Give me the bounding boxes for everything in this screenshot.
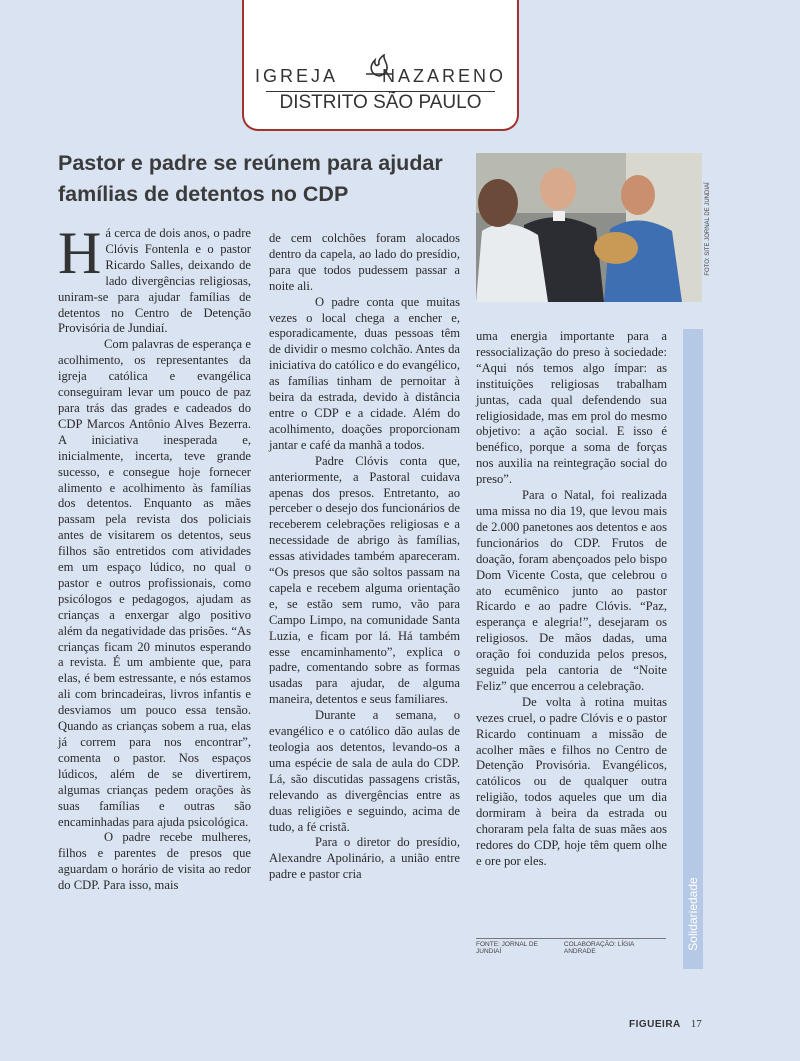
photo-credit: FOTO: SITE JORNAL DE JUNDIAÍ (705, 182, 711, 276)
brand-name (244, 66, 517, 87)
paragraph: Para o diretor do presídio, Alexandre Apolinário, a união entre padre e pastor cria (269, 835, 460, 882)
paragraph: Há cerca de dois anos, o padre Clóvis Fontenla e o pastor Ricardo Salles, deixando de lado divergências religiosas, uniram-se para ajudar famílias de detentos no Centro de Detenção Provisória de Jundiaí. (58, 220, 251, 336)
district-name: DISTRITO SÃO PAULO (279, 92, 482, 113)
article-column-1 (58, 220, 251, 894)
paragraph: de cem colchões foram alocados dentro da capela, ao lado do presídio, para que todos pudessem passar a noite ali. (269, 231, 460, 293)
section-label: Solidariedade (686, 877, 700, 951)
drop-cap: H (58, 220, 102, 286)
article-column-3 (476, 329, 667, 870)
paragraph: De volta à rotina muitas vezes cruel, o padre Clóvis e o pastor Ricardo continuam a missão de acolher mães e filhos no Centro de Detenção Provisória. Evangélicos, católicos ou de qualquer outra religião, todos aqueles que um dia dormiram à beira da estrada ou choraram pela falta de suas mães aos redores do CDP, hoje têm quem olhe e ore por eles. (476, 694, 667, 868)
paragraph: Para o Natal, foi realizada uma missa no dia 19, que levou mais de 2.000 panetones aos detentos e aos funcionários do CDP. Frutos de doação, foram abençoados pelo bispo Dom Vicente Costa, que celebrou o ato ecumênico junto ao pastor Ricardo e ao padre Clóvis. “Paz, esperança e alegria!”, desejaram os religiosos. De mãos dadas, uma oração foi conduzida pelos presos, seguida pela cantoria de “Noite Feliz” que encerrou a celebração. (476, 488, 667, 693)
brand-right: NAZARENO (382, 66, 507, 86)
photo-illustration (476, 153, 702, 302)
masthead (242, 0, 519, 131)
paragraph: Com palavras de esperança e acolhimento, os representantes da igreja católica e evangélica conseguiram levar um pouco de paz para trás das grades e cadeados do CDP Marcos Antônio Alves Bezerra. A iniciativa inesperada e, inicialmente, incerta, teve grande sucesso, e consegue hoje fornecer alimento e acolhimento às famílias dos detentos. Enquanto as mães passam pela revista dos policiais antes de visitarem os detentos, seus filhos são entretidos com atividades em um espaço lúdico, no qual o pastor e outros profissionais, como psicólogos e pedagogos, ajudam as crianças a enxergar algo positivo além da negatividade das prisões. “As crianças ficam 20 minutos esperando a revista. É um ambiente que, para elas, é bem estressante, e nós estamos ali com brincadeiras, livros infantis e desviamos um pouco essa tensão. Quando as crianças sobem a rua, elas já correm para nos encontrar”, comenta o pastor. Nos espaços lúdicos, além de se divertirem, algumas crianças pedem orações às suas famílias e outras são encaminhadas para ajuda psicológica. (58, 337, 251, 829)
article-photo (476, 153, 702, 302)
article-column-2 (269, 231, 460, 883)
article-sources (476, 938, 666, 955)
brand-left: IGREJA (254, 66, 338, 86)
paragraph: uma energia importante para a ressocialização do preso à sociedade: “Aqui nós temos algo ímpar: as instituições religiosas trabalham juntas, cada qual defendendo sua religiosidade, mas em prol do mesmo objetivo: a ação social. E isso é benéfico, porque a soma de forças nos auxilia na reintegração social do preso”. (476, 329, 667, 487)
magazine-name: FIGUEIRA (629, 1019, 681, 1030)
paragraph: O padre recebe mulheres, filhos e parentes de presos que aguardam o horário de visita ao redor do CDP. Para isso, mais (58, 830, 251, 893)
page-number: 17 (690, 1018, 702, 1030)
article-title: Pastor e padre se reúnem para ajudar famílias de detentos no CDP (58, 151, 443, 206)
paragraph: Durante a semana, o evangélico e o católico dão aulas de teologia aos detentos, levando-os a uma espécie de sala de aula do CDP. Lá, são discutidas passagens cristãs, relevando as divergências entre as duas religiões e seguindo, acima de tudo, a fé cristã. (269, 708, 460, 834)
source-credit: FONTE: JORNAL DE JUNDIAÍ (476, 941, 538, 955)
paragraph: O padre conta que muitas vezes o local chega a encher e, esporadicamente, duas pessoas têm de dividir o mesmo colchão. Antes da iniciativa do católico e do evangélico, as famílias tinham de pernoitar à beira da estrada, devido à distância entre o CDP e a cidade. Além do acolhimento, doações proporcionam jantar e café da manhã a todos. (269, 294, 460, 452)
section-sidebar (683, 329, 703, 969)
page-footer (629, 1018, 702, 1030)
paragraph: Padre Clóvis conta que, anteriormente, a Pastoral cuidava apenas dos presos. Entretanto, ao perceber o desejo dos funcionários de receberem celebrações religiosas e a necessidade de abrigo às famílias, essas atividades também apareceram. “Os presos que são soltos passam na capela e recebem alguma orientação e, se estão sem rumo, vão para Campo Limpo, na comunidade Santa Luzia, e ficam por lá. Há também esse encaminhamento”, explica o padre, comentando sobre as formas usadas para ajudar, de alguma maneira, detentos e seus familiares. (269, 453, 460, 707)
collaboration-credit: COLABORAÇÃO: LÍGIA ANDRADE (563, 941, 634, 955)
